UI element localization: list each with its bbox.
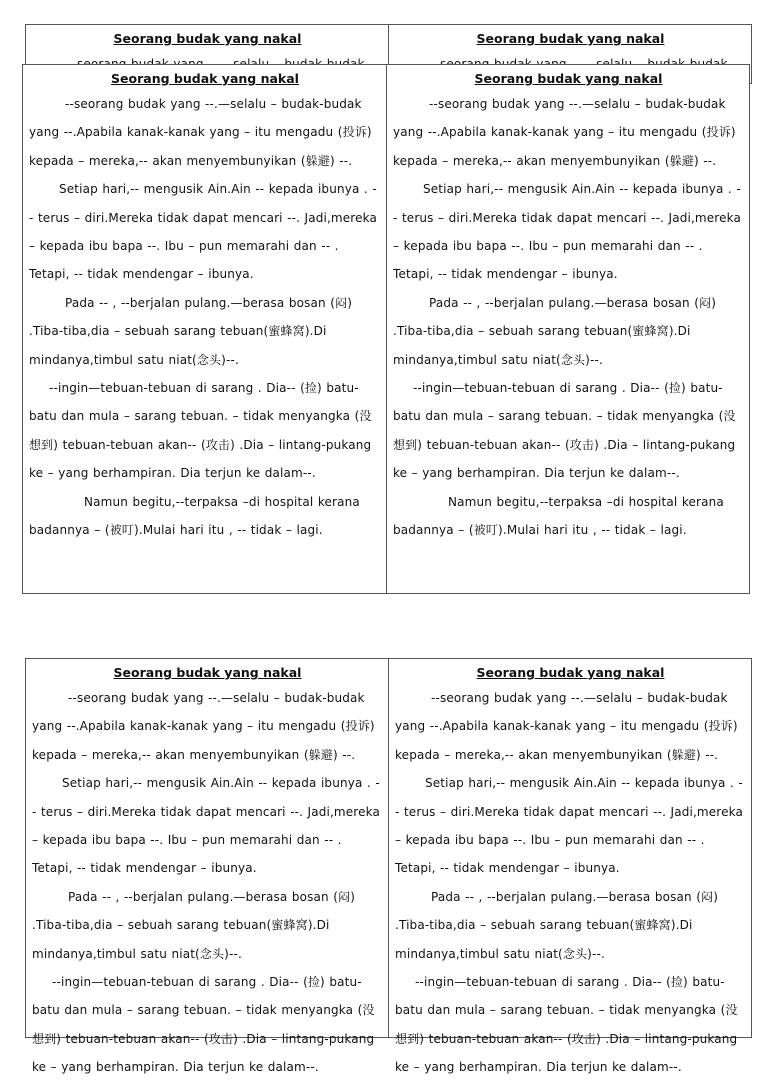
paragraph-3: Pada -- , --berjalan pulang.—berasa bosan (闷) .Tiba-tiba,dia – sebuah sarang tebuan(蜜蜂窝).Di mindanya,timbul satu niat(念头)--. bbox=[32, 889, 356, 961]
paragraph-2: Setiap hari,-- mengusik Ain.Ain -- kepada ibunya . -- terus – diri.Mereka tidak dapat mencari --. Jadi,mereka – kepada ibu bapa --. Ibu – pun memarahi dan -- . Tetapi, -- tidak mendengar – ibunya. bbox=[29, 182, 378, 282]
paragraph-3: Pada -- , --berjalan pulang.—berasa bosan (闷) .Tiba-tiba,dia – sebuah sarang tebuan(蜜蜂窝).Di mindanya,timbul satu niat(念头)--. bbox=[395, 889, 719, 961]
worksheet-front-copy bbox=[22, 64, 750, 594]
paragraph-1: --seorang budak yang --.—selalu – budak-budak yang --.Apabila kanak-kanak yang – itu mengadu (投诉) kepada – mereka,-- akan menyembunyikan (躲避) --. bbox=[32, 691, 375, 762]
paragraph-3: Pada -- , --berjalan pulang.—berasa bosan (闷) .Tiba-tiba,dia – sebuah sarang tebuan(蜜蜂窝).Di mindanya,timbul satu niat(念头)--. bbox=[29, 295, 353, 367]
paragraph-5: Namun begitu,--terpaksa –di hospital kerana badannya – (被叮).Mulai hari itu , -- tidak – lagi. bbox=[393, 494, 724, 538]
paragraph-1: --seorang budak yang --.—selalu – budak-budak yang --.Apabila kanak-kanak yang – itu mengadu (投诉) kepada – mereka,-- akan menyembunyikan (躲避) --. bbox=[395, 691, 738, 762]
paragraph-4: --ingin—tebuan-tebuan di sarang . Dia-- (捡) batu-batu dan mula – sarang tebuan. – tidak menyangka (没想到) tebuan-tebuan akan-- (攻击) .Dia – lintang-pukang ke – yang berhampiran. Dia terjun ke dalam--. bbox=[29, 381, 372, 481]
worksheet-title: Seorang budak yang nakal bbox=[476, 665, 665, 680]
paragraph-1: --seorang budak yang --.—selalu – budak-budak yang --.Apabila kanak-kanak yang – itu mengadu (投诉) kepada – mereka,-- akan menyembunyikan (躲避) --. bbox=[29, 97, 372, 168]
worksheet-column-left bbox=[23, 65, 386, 593]
worksheet-title: Seorang budak yang nakal bbox=[476, 31, 665, 46]
paragraph-4: --ingin—tebuan-tebuan di sarang . Dia-- (捡) batu-batu dan mula – sarang tebuan. – tidak menyangka (没想到) tebuan-tebuan akan-- (攻击) .Dia – lintang-pukang ke – yang berhampiran. Dia terjun ke dalam--. bbox=[395, 975, 738, 1075]
worksheet-column-right bbox=[388, 659, 751, 1075]
paragraph-3: Pada -- , --berjalan pulang.—berasa bosan (闷) .Tiba-tiba,dia – sebuah sarang tebuan(蜜蜂窝).Di mindanya,timbul satu niat(念头)--. bbox=[393, 295, 717, 367]
paragraph-4: --ingin—tebuan-tebuan di sarang . Dia-- (捡) batu-batu dan mula – sarang tebuan. – tidak menyangka (没想到) tebuan-tebuan akan-- (攻击) .Dia – lintang-pukang ke – yang berhampiran. Dia terjun ke dalam--. bbox=[393, 381, 736, 481]
worksheet-title: Seorang budak yang nakal bbox=[113, 665, 302, 680]
worksheet-column-left bbox=[26, 659, 388, 1075]
worksheet-title: Seorang budak yang nakal bbox=[113, 31, 302, 46]
worksheet-title: Seorang budak yang nakal bbox=[111, 71, 299, 86]
worksheet-bottom-copy bbox=[25, 658, 752, 1075]
paragraph-4: --ingin—tebuan-tebuan di sarang . Dia-- (捡) batu-batu dan mula – sarang tebuan. – tidak menyangka (没想到) tebuan-tebuan akan-- (攻击) .Dia – lintang-pukang ke – yang berhampiran. Dia terjun ke dalam--. bbox=[32, 975, 375, 1075]
worksheet-column-right bbox=[386, 65, 749, 593]
worksheet-title: Seorang budak yang nakal bbox=[474, 71, 663, 86]
paragraph-1: --seorang budak yang --.—selalu – budak-budak yang --.Apabila kanak-kanak yang – itu mengadu (投诉) kepada – mereka,-- akan menyembunyikan (躲避) --. bbox=[393, 97, 736, 168]
paragraph-2: Setiap hari,-- mengusik Ain.Ain -- kepada ibunya . -- terus – diri.Mereka tidak dapat mencari --. Jadi,mereka – kepada ibu bapa --. Ibu – pun memarahi dan -- . Tetapi, -- tidak mendengar – ibunya. bbox=[395, 776, 744, 876]
paragraph-2: Setiap hari,-- mengusik Ain.Ain -- kepada ibunya . -- terus – diri.Mereka tidak dapat mencari --. Jadi,mereka – kepada ibu bapa --. Ibu – pun memarahi dan -- . Tetapi, -- tidak mendengar – ibunya. bbox=[32, 776, 381, 876]
paragraph-5: Namun begitu,--terpaksa –di hospital kerana badannya – (被叮).Mulai hari itu , -- tidak – lagi. bbox=[29, 494, 360, 538]
paragraph-2: Setiap hari,-- mengusik Ain.Ain -- kepada ibunya . -- terus – diri.Mereka tidak dapat mencari --. Jadi,mereka – kepada ibu bapa --. Ibu – pun memarahi dan -- . Tetapi, -- tidak mendengar – ibunya. bbox=[393, 182, 742, 282]
